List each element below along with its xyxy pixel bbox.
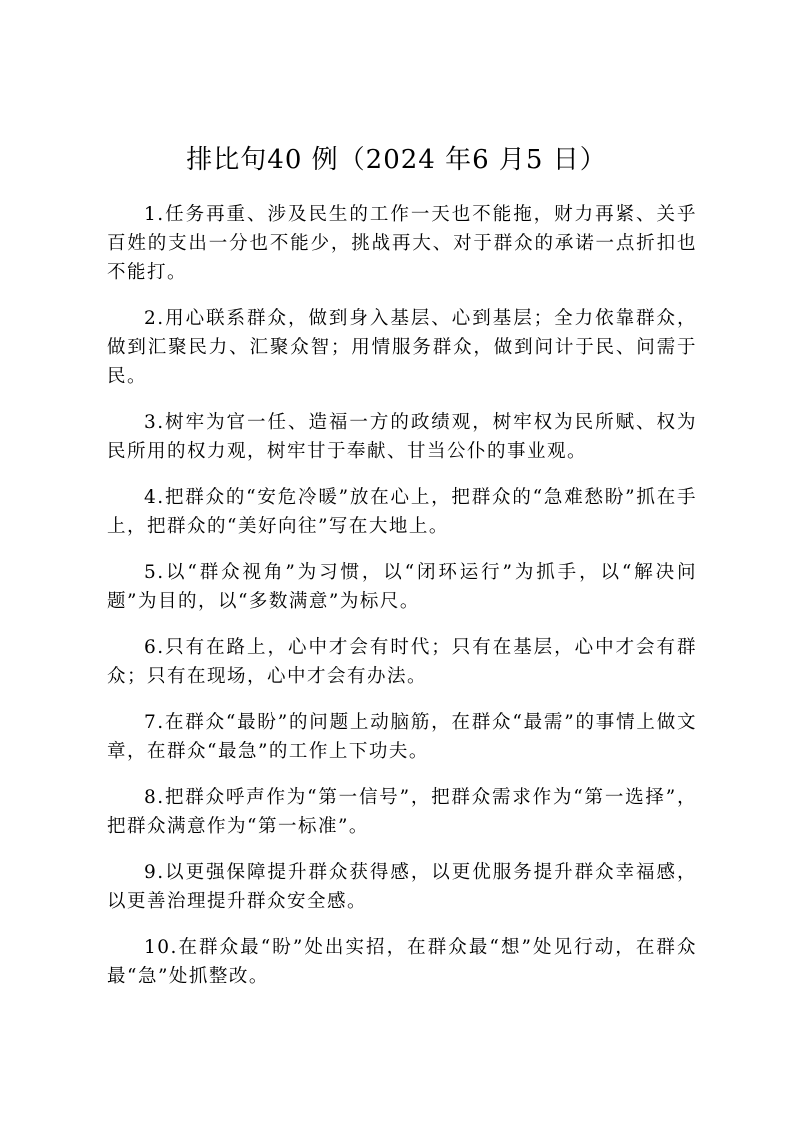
list-item: 6.只有在路上，心中才会有时代；只有在基层，心中才会有群众；只有在现场，心中才会有办法。 xyxy=(107,637,697,687)
list-item: 8.把群众呼声作为“第一信号”，把群众需求作为“第一选择”，把群众满意作为“第一标准”。 xyxy=(107,787,697,837)
list-item: 2.用心联系群众，做到身入基层、心到基层；全力依靠群众，做到汇聚民力、汇聚众智；用情服务群众，做到问计于民、问需于民。 xyxy=(107,308,697,387)
page-title: 排比句40 例（2024 年6 月5 日） xyxy=(186,145,607,175)
list-item: 1.任务再重、涉及民生的工作一天也不能拖，财力再紧、关乎百姓的支出一分也不能少，挑战再大、对于群众的承诺一点折扣也不能打。 xyxy=(107,204,697,283)
list-item: 4.把群众的“安危冷暖”放在心上，把群众的“急难愁盼”抓在手上，把群众的“美好向往”写在大地上。 xyxy=(107,487,697,537)
sentence-list xyxy=(107,200,697,1008)
list-item: 7.在群众“最盼”的问题上动脑筋，在群众“最需”的事情上做文章，在群众“最急”的工作上下功夫。 xyxy=(107,712,697,762)
list-item: 5.以“群众视角”为习惯，以“闭环运行”为抓手，以“解决问题”为目的，以“多数满意”为标尺。 xyxy=(107,562,697,612)
list-item: 9.以更强保障提升群众获得感，以更优服务提升群众幸福感，以更善治理提升群众安全感。 xyxy=(107,862,697,912)
list-item: 10.在群众最“盼”处出实招，在群众最“想”处见行动，在群众最“急”处抓整改。 xyxy=(107,937,697,987)
list-item: 3.树牢为官一任、造福一方的政绩观，树牢权为民所赋、权为民所用的权力观，树牢甘于奉献、甘当公仆的事业观。 xyxy=(107,412,697,462)
